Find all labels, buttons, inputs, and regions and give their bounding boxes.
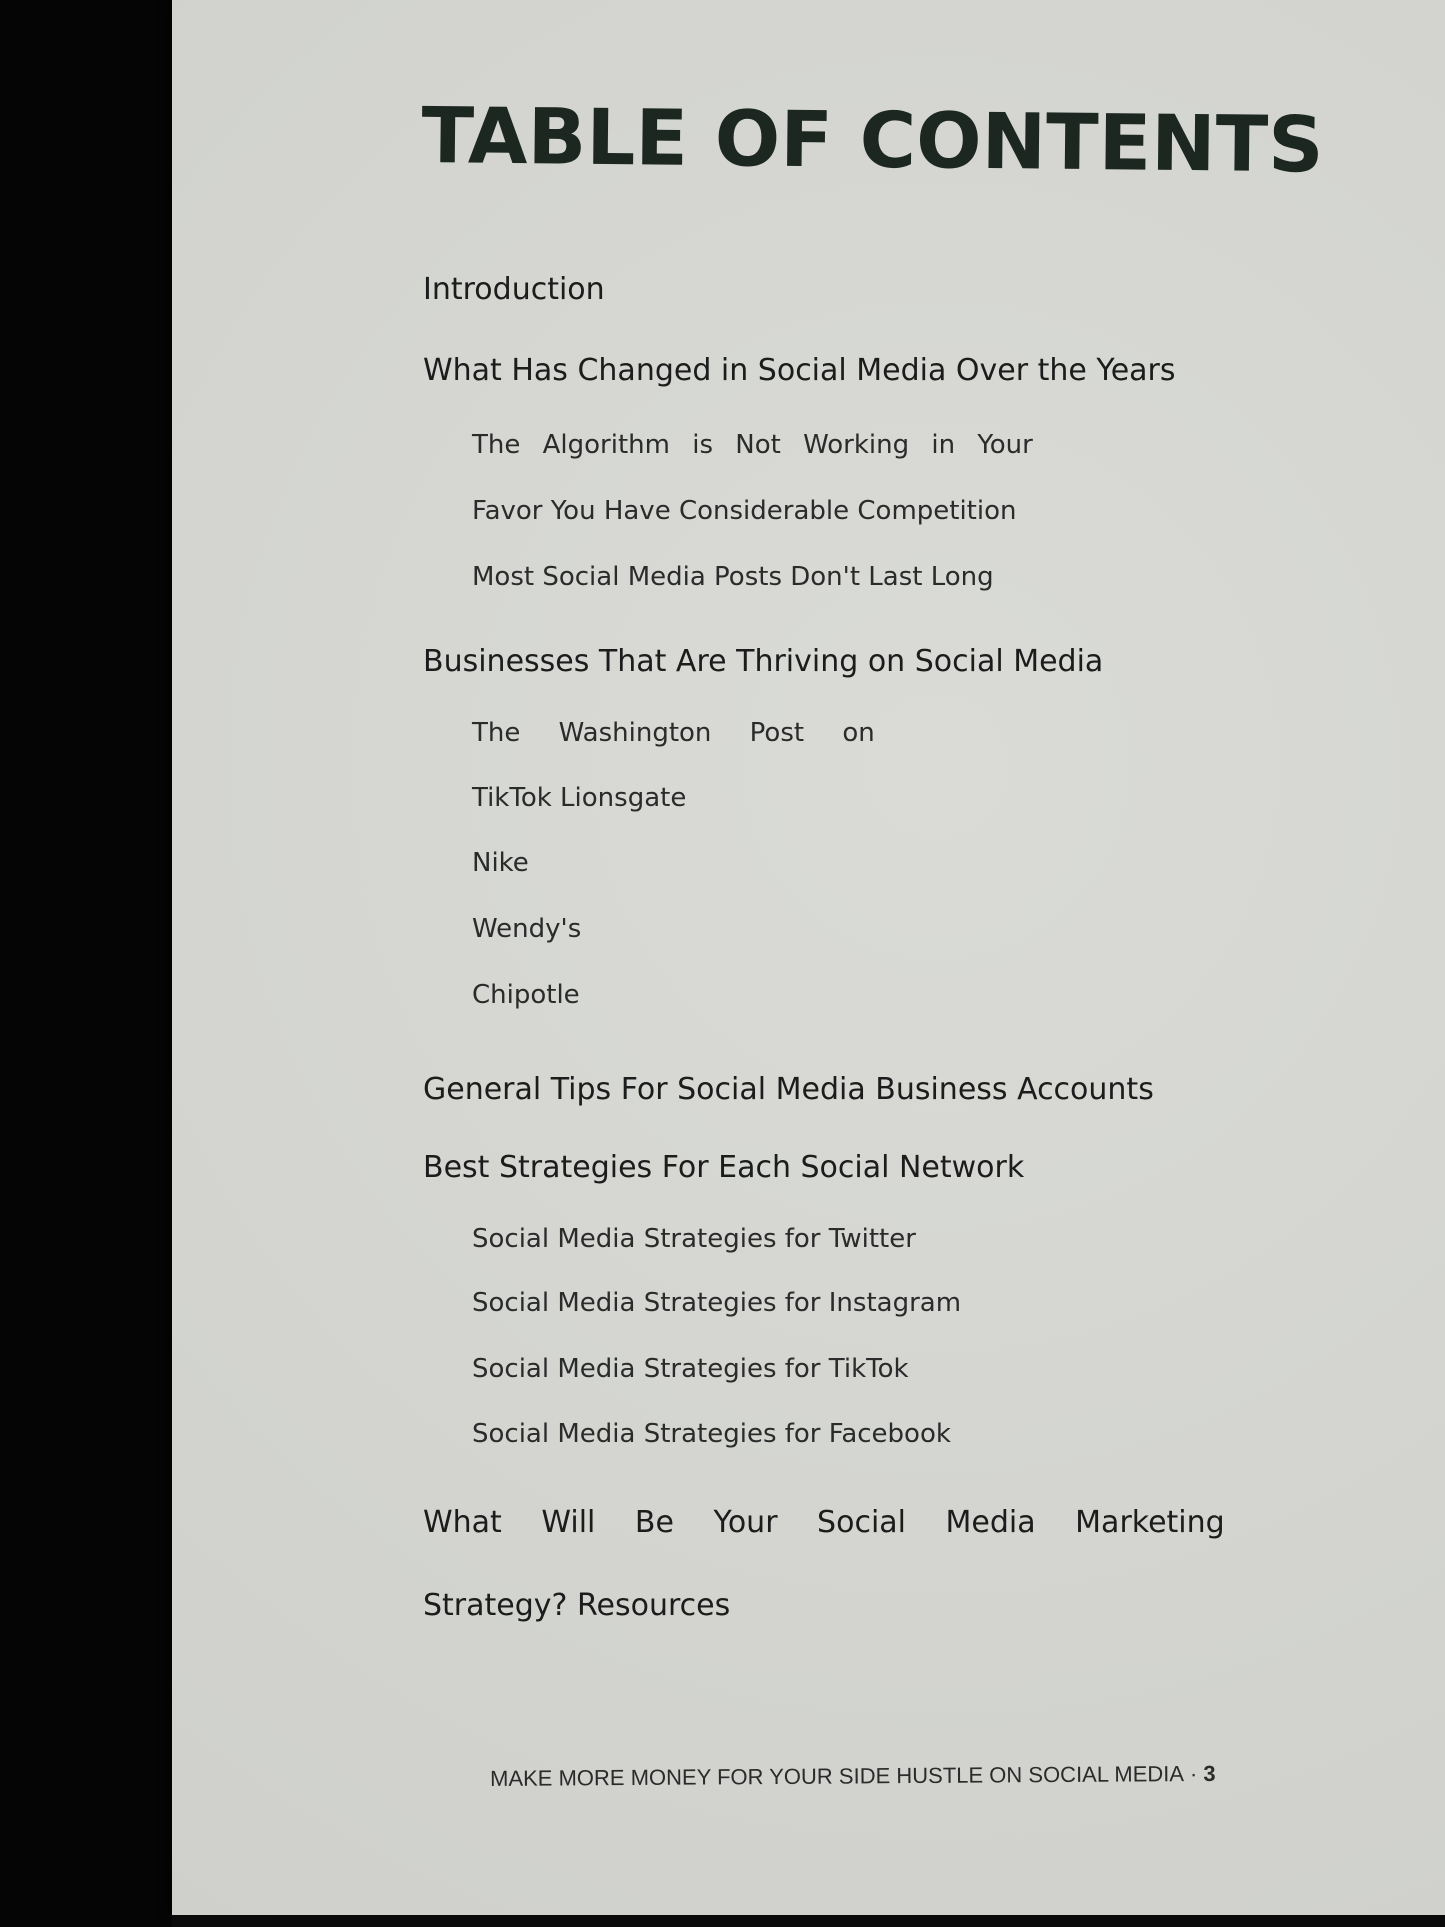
page-title: TABLE OF CONTENTS	[421, 92, 1325, 191]
toc-entry-label: Strategy? Resources	[423, 1588, 731, 1623]
toc-entry-label: What Has Changed in Social Media Over the Years	[423, 353, 1176, 388]
footer-page-number: 3	[1203, 1760, 1216, 1787]
toc-entry-label: Chipotle	[472, 980, 580, 1010]
toc-entry-label: Businesses That Are Thriving on Social Media	[423, 644, 1104, 679]
toc-entry-label: Social Media Strategies for Instagram	[472, 1288, 962, 1318]
toc-entry-label: Social Media Strategies for Twitter	[472, 1224, 916, 1254]
toc-entry-label: Nike	[472, 848, 529, 878]
toc-entry-label: General Tips For Social Media Business Accounts	[423, 1072, 1154, 1107]
page-bottom-edge	[172, 1915, 1445, 1927]
toc-entry-label: Introduction	[423, 272, 605, 307]
footer-book-title: MAKE MORE MONEY FOR YOUR SIDE HUSTLE ON SOCIAL MEDIA	[490, 1761, 1185, 1791]
toc-entry-label: Most Social Media Posts Don't Last Long	[472, 562, 994, 592]
toc-entry-label: The Washington Post on	[472, 718, 875, 748]
toc-entry-label: Best Strategies For Each Social Network	[423, 1150, 1025, 1185]
toc-entry-label: Social Media Strategies for TikTok	[472, 1354, 909, 1384]
page-footer	[490, 1761, 1216, 1792]
toc-entry-label: Social Media Strategies for Facebook	[472, 1419, 951, 1449]
toc-entry-label: TikTok Lionsgate	[472, 783, 687, 813]
toc-entry-label: What Will Be Your Social Media Marketing	[423, 1505, 1225, 1540]
toc-entry-label: Wendy's	[472, 914, 582, 944]
book-page	[172, 0, 1445, 1915]
toc-entry-label: The Algorithm is Not Working in Your	[472, 430, 1033, 460]
footer-separator: ·	[1189, 1761, 1198, 1787]
toc-entry-label: Favor You Have Considerable Competition	[472, 496, 1017, 526]
